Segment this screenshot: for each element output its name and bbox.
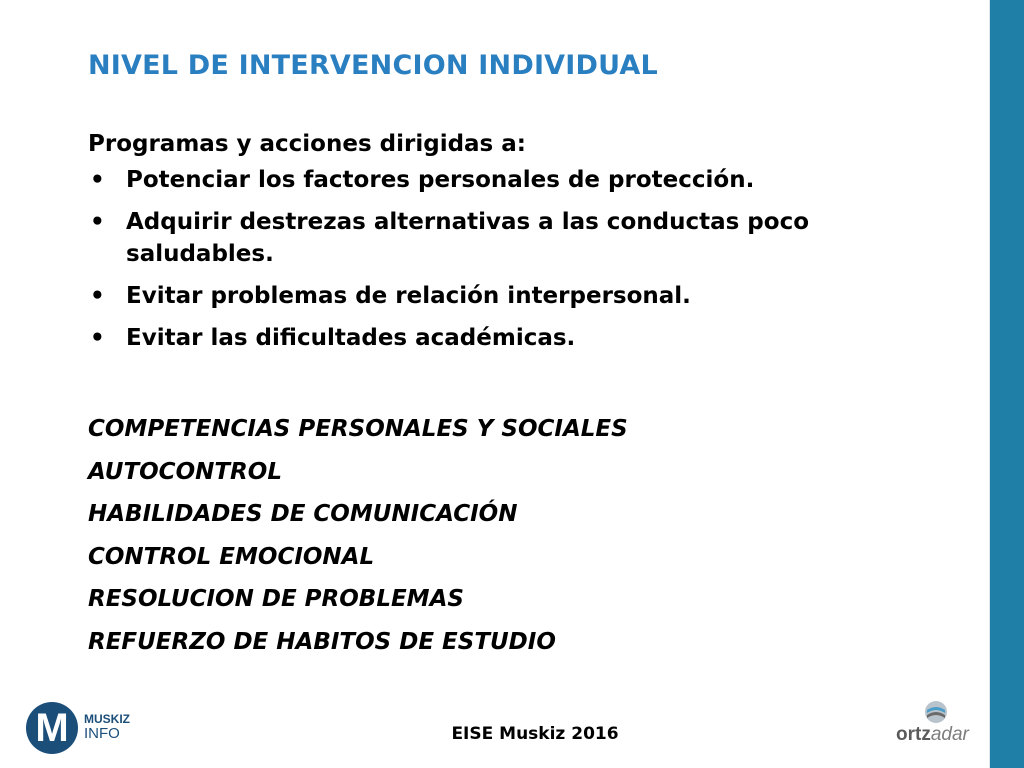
muskiz-info-logo-icon: M [26,702,78,754]
bullet-text: Potenciar los factores personales de protección. [126,167,755,193]
bullet-text: Evitar las dificultades académicas. [126,325,576,351]
competences-list [88,408,628,663]
bullet-item [88,280,916,312]
muskiz-logo-line2: INFO [84,725,120,742]
bullet-item [88,164,916,196]
competence-item: REFUERZO DE HABITOS DE ESTUDIO [88,628,556,655]
slide-content [88,128,908,364]
bullet-dot: • [90,167,105,193]
competence-item: AUTOCONTROL [88,458,282,485]
muskiz-info-logo-text [84,712,130,742]
bullet-text: Evitar problemas de relación interpersonal. [126,283,691,309]
bullet-dot: • [90,209,105,235]
bullet-item [88,206,916,270]
right-accent-bar [990,0,1024,768]
bullet-list [88,164,908,354]
intro-text: Programas y acciones dirigidas a: [88,131,526,157]
ortzadar-text-a: ortz [896,724,931,745]
competence-item: HABILIDADES DE COMUNICACIÓN [88,501,518,527]
muskiz-logo-line1: MUSKIZ [84,712,130,726]
bullet-dot: • [90,325,105,351]
ortzadar-logo-text [896,724,969,746]
bullet-dot: • [90,283,105,309]
bullet-item [88,322,916,354]
ortzadar-logo-icon [924,700,948,724]
competence-item: CONTROL EMOCIONAL [88,543,375,570]
slide-title: NIVEL DE INTERVENCION INDIVIDUAL [88,50,658,81]
bullet-text: Adquirir destrezas alternativas a las conductas poco saludables. [126,209,810,267]
competence-item: COMPETENCIAS PERSONALES Y SOCIALES [88,416,628,442]
competence-item: RESOLUCION DE PROBLEMAS [88,586,464,612]
footer-text: EISE Muskiz 2016 [451,724,619,744]
ortzadar-text-b: adar [930,724,969,745]
